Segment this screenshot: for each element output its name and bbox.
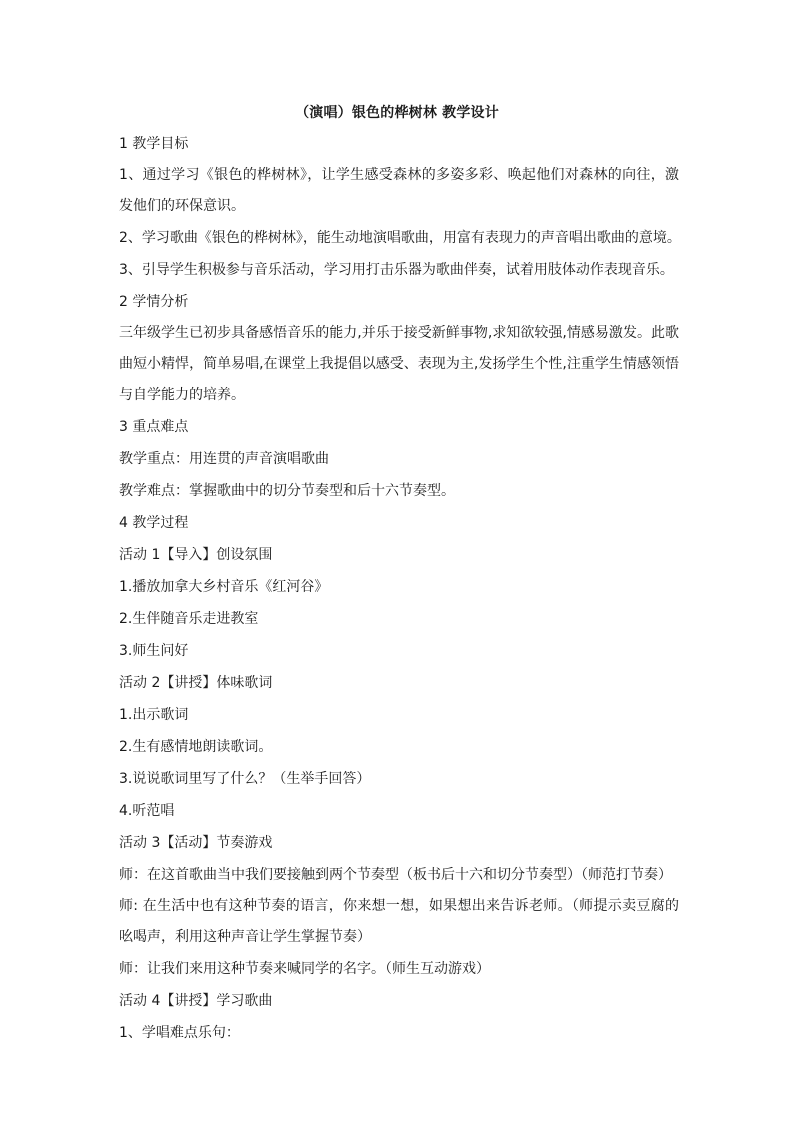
section-heading-key-points: 3 重点难点 [119,419,189,435]
document-title: （演唱）银色的桦树林 教学设计 [295,105,499,121]
section-heading-process: 4 教学过程 [119,515,189,531]
activity-2-step-3: 3.说说歌词里写了什么？（生举手回答） [119,771,371,787]
objective-1: 1、通过学习《银色的桦树林》，让学生感受森林的多姿多彩、唤起他们对森林的向往，激发他们的环保意识。 [119,167,679,214]
activity-4-step-1: 1、学唱难点乐句： [119,1025,240,1041]
activity-4-heading: 活动 4【讲授】学习歌曲 [119,993,273,1009]
analysis-paragraph: 三年级学生已初步具备感悟音乐的能力,并乐于接受新鲜事物,求知欲较强,情感易激发。此歌曲短小精悍，简单易唱,在课堂上我提倡以感受、表现为主,发扬学生个性,注重学生情感领悟与自学能力的培养。 [119,325,679,403]
section-heading-objectives: 1 教学目标 [119,136,189,152]
activity-2-step-4: 4.听范唱 [119,803,175,819]
activity-1-heading: 活动 1【导入】创设氛围 [119,547,273,563]
objective-2: 2、学习歌曲《银色的桦树林》，能生动地演唱歌曲，用富有表现力的声音唱出歌曲的意境。 [119,230,681,246]
document-body [119,134,679,1055]
activity-2-step-2: 2.生有感情地朗读歌词。 [119,739,273,755]
key-point: 教学重点：用连贯的声音演唱歌曲 [119,451,329,467]
activity-2-step-1: 1.出示歌词 [119,707,189,723]
activity-3-text-1: 师：在这首歌曲当中我们要接触到两个节奏型（板书后十六和切分节奏型）（师范打节奏） [119,867,672,883]
activity-1-step-1: 1.播放加拿大乡村音乐《红河谷》 [119,579,329,595]
activity-1-step-3: 3.师生问好 [119,643,189,659]
activity-3-heading: 活动 3【活动】节奏游戏 [119,835,273,851]
activity-1-step-2: 2.生伴随音乐走进教室 [119,611,259,627]
section-heading-analysis: 2 学情分析 [119,294,189,310]
activity-3-text-2: 师: 在生活中也有这种节奏的语言，你来想一想，如果想出来告诉老师。（师提示卖豆腐的吆喝声，利用这种声音让学生掌握节奏） [119,898,679,945]
objective-3: 3、引导学生积极参与音乐活动，学习用打击乐器为歌曲伴奏，试着用肢体动作表现音乐。 [119,262,674,278]
activity-2-heading: 活动 2【讲授】体味歌词 [119,675,273,691]
activity-3-text-3: 师：让我们来用这种节奏来喊同学的名字。（师生互动游戏） [119,961,490,977]
difficult-point: 教学难点：掌握歌曲中的切分节奏型和后十六节奏型。 [119,483,455,499]
